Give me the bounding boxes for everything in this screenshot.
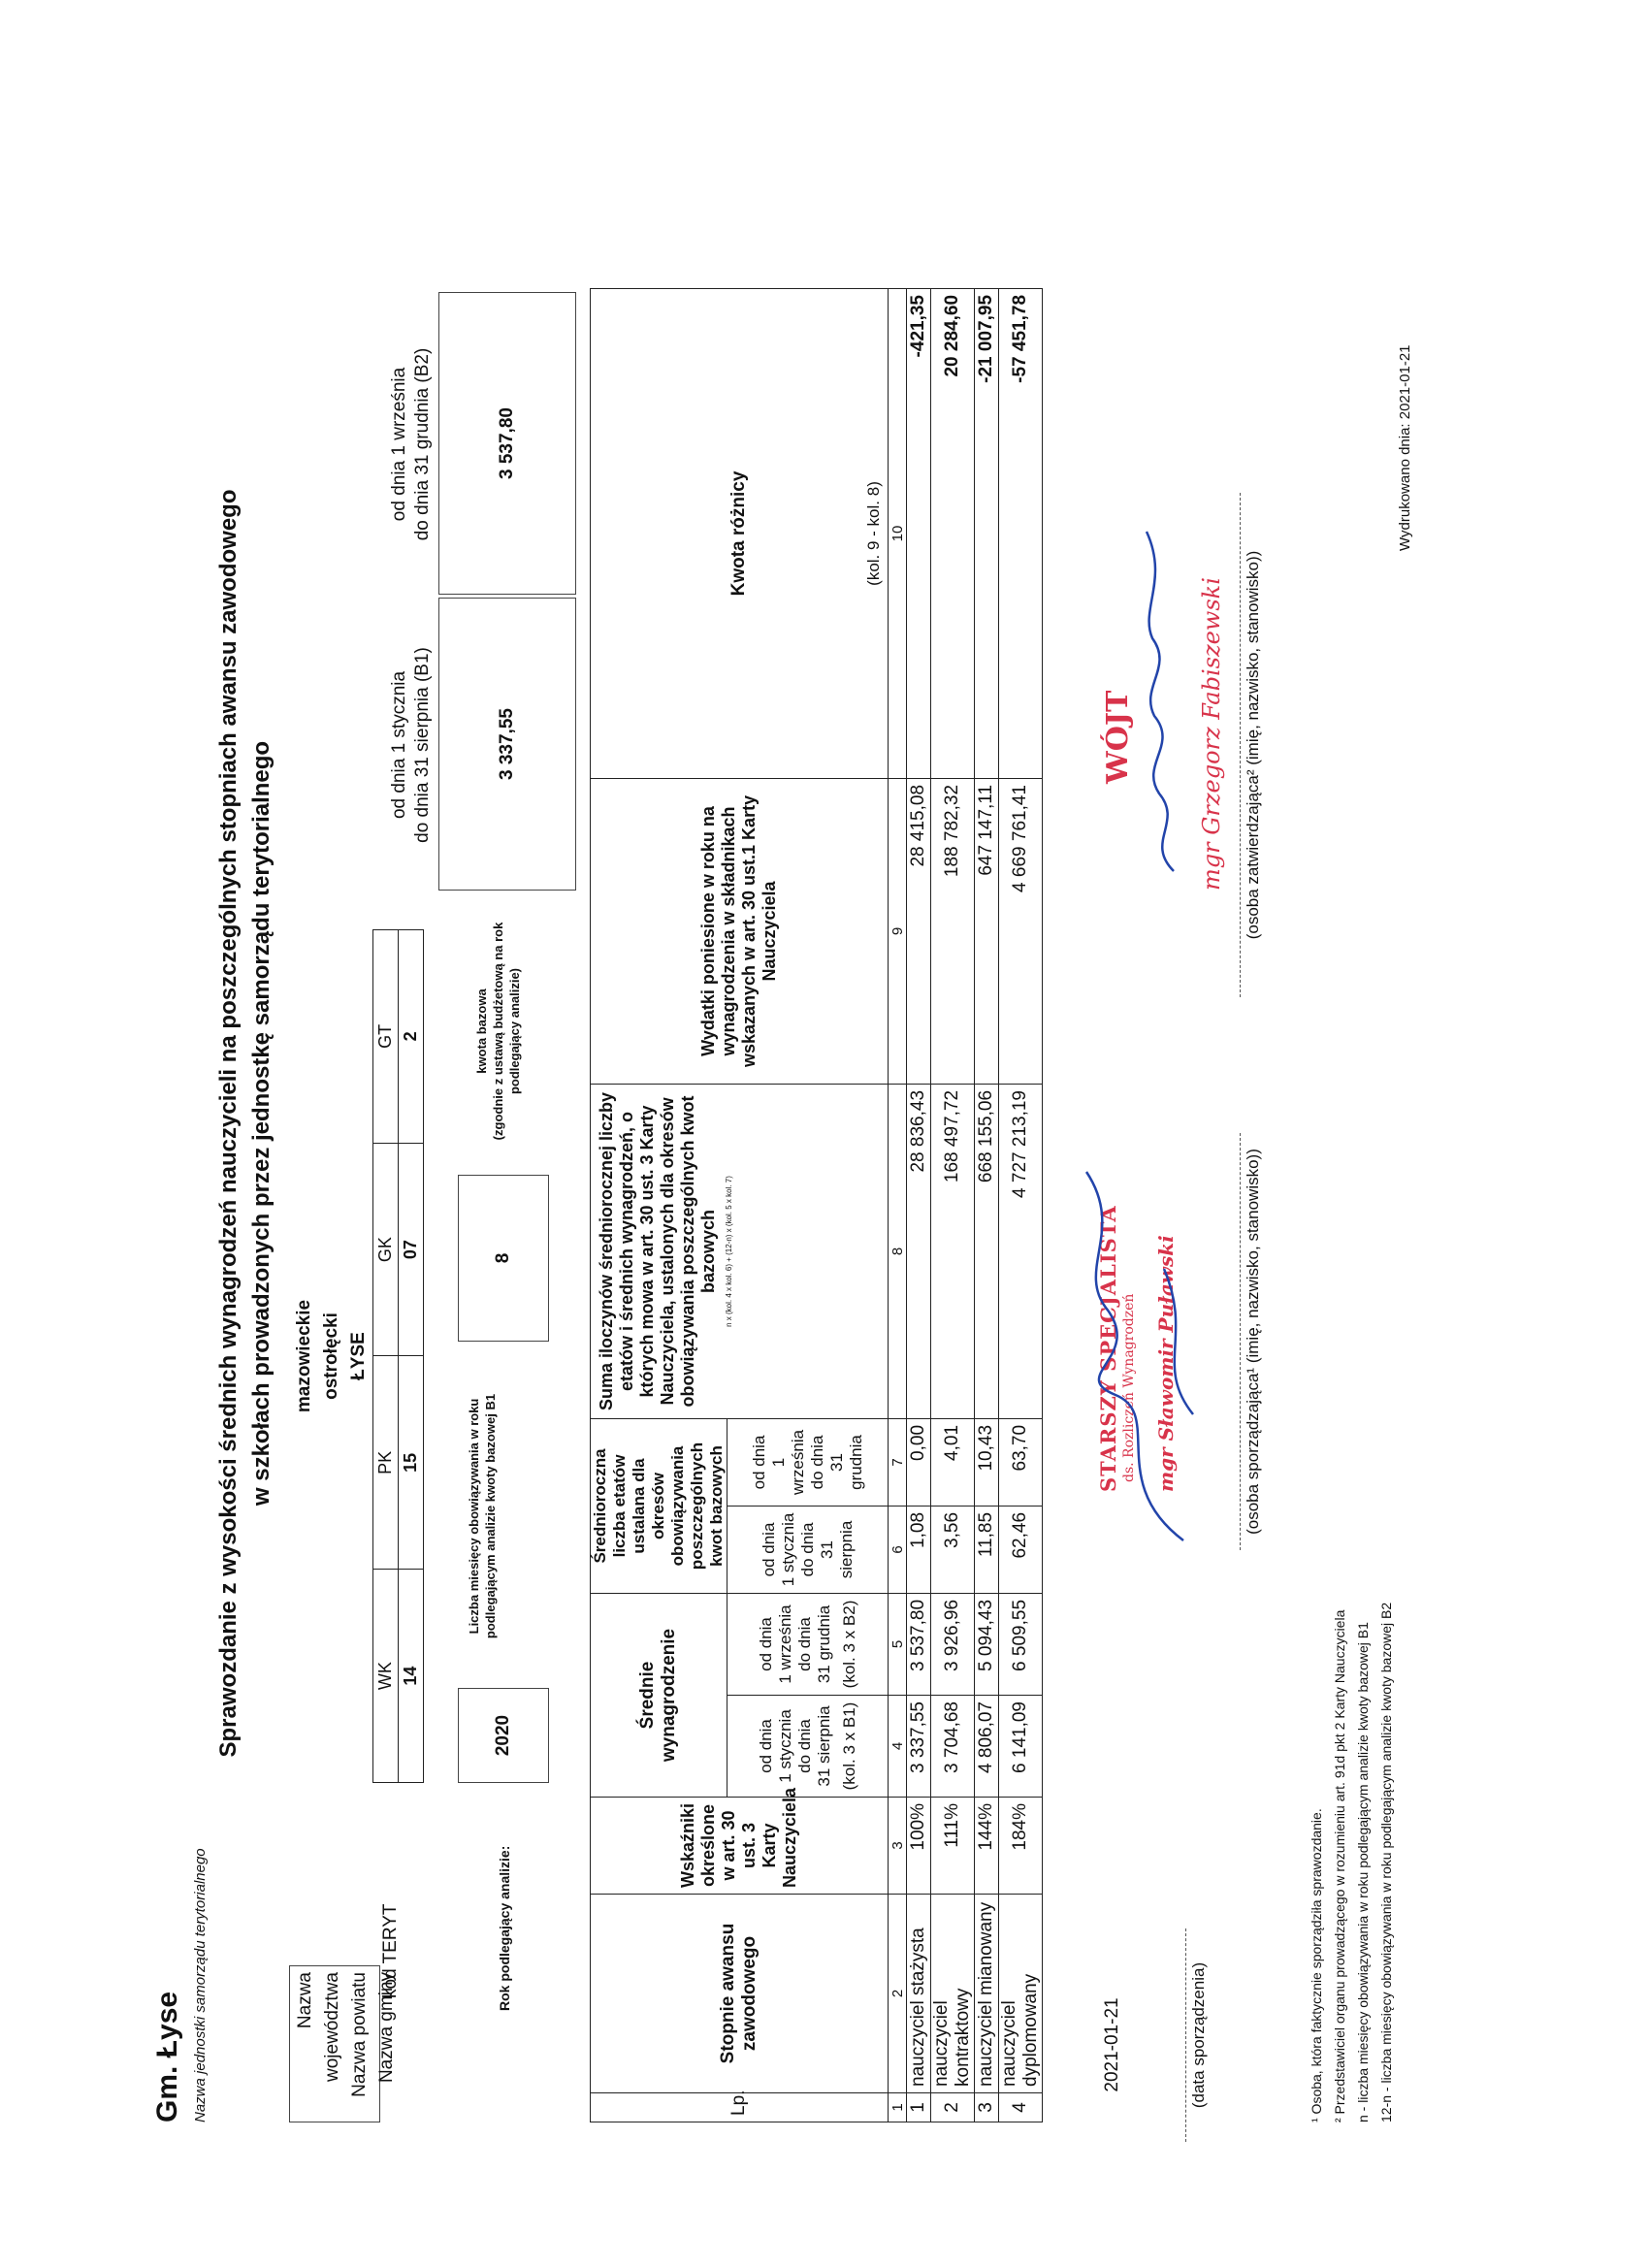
col-number: 6 bbox=[889, 1506, 907, 1593]
col-number: 7 bbox=[889, 1418, 907, 1506]
header-wskazniki: Wskaźniki określone w art. 30 ust. 3 Karty Nauczyciela bbox=[591, 1798, 889, 1895]
cell-e2: 10,43 bbox=[975, 1418, 999, 1506]
salary-table bbox=[590, 288, 1043, 2122]
unit-name: Gm. Łyse bbox=[151, 1991, 183, 2122]
footnote-n: n - liczba miesięcy obowiązywania w roku podlegającym analizie kwoty bazowej B1 bbox=[1355, 1622, 1371, 2122]
approver-caption: (osoba zatwierdzająca² (imię, nazwisko, stanowisko)) bbox=[1244, 550, 1262, 940]
header-wydatki: Wydatki poniesione w roku na wynagrodzenia w składnikach wskazanych w art. 30 ust.1 Karty Nauczyciela bbox=[591, 778, 889, 1084]
col-number: 4 bbox=[889, 1696, 907, 1798]
teryt-value: 2 bbox=[399, 930, 424, 1144]
cell-e1: 1,08 bbox=[907, 1506, 931, 1593]
period-text: od dnia bbox=[756, 1719, 775, 1773]
period1-header bbox=[728, 1696, 889, 1798]
formula-4: (kol. 3 x B1) bbox=[839, 1701, 858, 1791]
preparer-line bbox=[1240, 1133, 1241, 1550]
months-box bbox=[458, 1175, 549, 1342]
header-suma bbox=[591, 1084, 889, 1418]
col-number: 3 bbox=[889, 1798, 907, 1895]
cell-s2: 3 537,80 bbox=[907, 1593, 931, 1695]
footnote-12-n: 12-n - liczba miesięcy obowiązywania w roku podlegającym analizie kwoty bazowej B2 bbox=[1378, 1602, 1394, 2122]
col-number: 8 bbox=[889, 1084, 907, 1418]
date-value: 2021-01-21 bbox=[1102, 1997, 1122, 2092]
formula-5: (kol. 3 x B2) bbox=[839, 1600, 858, 1689]
teryt-header: GT bbox=[373, 930, 399, 1144]
cell-s2: 6 509,55 bbox=[999, 1593, 1043, 1695]
preparer-signature bbox=[1048, 1152, 1203, 1560]
cell-roz: -21 007,95 bbox=[975, 288, 999, 778]
period-text: do dnia bbox=[794, 1719, 814, 1773]
header-stopnie: Stopnie awansu zawodowego bbox=[591, 1895, 889, 2093]
cell-roz: -57 451,78 bbox=[999, 288, 1043, 778]
months-label: Liczba miesięcy obowiązywania w roku podlegającym analizie kwoty bazowej B1 bbox=[467, 1393, 498, 1639]
cell-s1: 4 806,07 bbox=[975, 1696, 999, 1798]
period-text: od dnia bbox=[759, 1522, 778, 1577]
col-number: 1 bbox=[889, 2093, 907, 2122]
b1-label-2: do dnia 31 sierpnia (B1) bbox=[412, 647, 433, 843]
footnote-1: ¹ Osoba, która faktycznie sporządziła sprawozdanie. bbox=[1309, 1808, 1324, 2122]
cell-stopien: nauczyciel dyplomowany bbox=[999, 1895, 1043, 2093]
cell-roz: -421,35 bbox=[907, 288, 931, 778]
b1-value: 3 337,55 bbox=[497, 708, 517, 780]
teryt-header: PK bbox=[373, 1356, 399, 1570]
teryt-table bbox=[372, 929, 424, 1783]
stamp-specialist-line1: STARSZY SPECJALISTA bbox=[1096, 1205, 1120, 1492]
period-text: do dnia bbox=[797, 1522, 817, 1577]
cell-e2: 0,00 bbox=[907, 1418, 931, 1506]
cell-lp: 1 bbox=[907, 2093, 931, 2122]
b2-value: 3 537,80 bbox=[497, 407, 517, 479]
b2-label-1: od dnia 1 września bbox=[389, 367, 409, 522]
period-text: 1 września bbox=[775, 1604, 794, 1684]
b2-label-2: do dnia 31 grudnia (B2) bbox=[412, 347, 433, 541]
preparer-caption: (osoba sporządzająca¹ (imię, nazwisko, stanowisko)) bbox=[1244, 1149, 1262, 1535]
cell-e1: 11,85 bbox=[975, 1506, 999, 1593]
col-number: 10 bbox=[889, 288, 907, 778]
period2-header bbox=[728, 1593, 889, 1695]
cell-suma: 168 497,72 bbox=[931, 1084, 975, 1418]
cell-e2: 4,01 bbox=[931, 1418, 975, 1506]
header-srednie: Średnie wynagrodzenie bbox=[591, 1593, 728, 1797]
footnote-2: ² Przedstawiciel organu prowadzącego w rozumieniu art. 91d pkt 2 Karty Nauczyciela bbox=[1332, 1609, 1347, 2122]
cell-wsk: 111% bbox=[931, 1798, 975, 1895]
period-text: do dnia bbox=[794, 1617, 814, 1671]
cell-s1: 3 337,55 bbox=[907, 1696, 931, 1798]
period1-header-etaty bbox=[728, 1506, 889, 1593]
col-number: 2 bbox=[889, 1895, 907, 2093]
year-label: Rok podlegający analizie: bbox=[497, 1845, 512, 2011]
period-text: 1 września bbox=[768, 1429, 807, 1496]
unit-caption: Nazwa jednostki samorządu terytorialnego bbox=[192, 1848, 209, 2122]
cell-wyd: 188 782,32 bbox=[931, 778, 975, 1084]
cell-stopien: nauczyciel kontraktowy bbox=[931, 1895, 975, 2093]
period-text: 31 grudnia bbox=[814, 1604, 833, 1684]
admin-labels-box bbox=[289, 1965, 397, 2122]
value-powiat: ostrołęcki bbox=[321, 1312, 341, 1400]
cell-stopien: nauczyciel mianowany bbox=[975, 1895, 999, 2093]
b1-label bbox=[388, 599, 435, 891]
stamp-specialist-line2: ds. Rozliczeń Wynagrodzeń bbox=[1121, 1293, 1137, 1482]
value-wojewodztwo: mazowieckie bbox=[294, 1299, 314, 1413]
cell-s1: 3 704,68 bbox=[931, 1696, 975, 1798]
teryt-value: 07 bbox=[399, 1143, 424, 1356]
header-suma-text: Suma iloczynów średniorocznej liczby etatów i średnich wynagrodzeń, o których mowa w art. 30 ust. 3 Karty Nauczyciela, ustalonych dla okresów obowiązywania poszczególnych kwot bazowych bbox=[597, 1091, 718, 1411]
base-label-block bbox=[473, 900, 523, 1162]
label-gmina: Nazwa gminy bbox=[376, 1972, 397, 2084]
period-text: od dnia bbox=[756, 1617, 775, 1671]
admin-values bbox=[291, 929, 372, 1783]
approver-signature bbox=[1135, 512, 1193, 881]
base-label: kwota bazowa bbox=[474, 988, 489, 1074]
stamp-wojt-name: mgr Grzegorz Fabiszewski bbox=[1198, 577, 1225, 891]
period-text: 1 stycznia bbox=[775, 1709, 794, 1783]
teryt-value: 15 bbox=[399, 1356, 424, 1570]
cell-wyd: 28 415,08 bbox=[907, 778, 931, 1084]
approver-line bbox=[1240, 493, 1241, 997]
cell-s2: 3 926,96 bbox=[931, 1593, 975, 1695]
period-text: 31 sierpnia bbox=[817, 1520, 856, 1579]
cell-s2: 5 094,43 bbox=[975, 1593, 999, 1695]
cell-e1: 62,46 bbox=[999, 1506, 1043, 1593]
formula-10: (kol. 9 - kol. 8) bbox=[864, 481, 883, 586]
period-text: od dnia bbox=[749, 1435, 768, 1490]
b1-label-1: od dnia 1 stycznia bbox=[389, 670, 409, 820]
table-row bbox=[999, 288, 1043, 2122]
b2-label bbox=[388, 294, 435, 595]
cell-lp: 2 bbox=[931, 2093, 975, 2122]
table-row bbox=[931, 288, 975, 2122]
cell-wsk: 184% bbox=[999, 1798, 1043, 1895]
teryt-value: 14 bbox=[399, 1570, 424, 1783]
label-wojewodztwo: Nazwa województwa bbox=[295, 1972, 342, 2082]
b2-box bbox=[438, 292, 576, 595]
col-number: 9 bbox=[889, 778, 907, 1084]
cell-wsk: 100% bbox=[907, 1798, 931, 1895]
cell-suma: 668 155,06 bbox=[975, 1084, 999, 1418]
value-gmina: ŁYSE bbox=[348, 1332, 369, 1380]
cell-wsk: 144% bbox=[975, 1798, 999, 1895]
table-row bbox=[975, 288, 999, 2122]
b1-box bbox=[438, 598, 576, 891]
cell-suma: 28 836,43 bbox=[907, 1084, 931, 1418]
header-etaty: Średnioroczna liczba etatów ustalana dla okresów obowiązywania poszczególnych kwot bazowych bbox=[591, 1418, 728, 1593]
date-line bbox=[1185, 1928, 1186, 2142]
year-value: 2020 bbox=[493, 1714, 513, 1757]
period-text: 31 grudnia bbox=[826, 1435, 865, 1490]
label-powiat: Nazwa powiatu bbox=[349, 1972, 370, 2097]
cell-wyd: 4 669 761,41 bbox=[999, 778, 1043, 1084]
cell-e2: 63,70 bbox=[999, 1418, 1043, 1506]
date-caption: (data sporządzenia) bbox=[1189, 1961, 1208, 2109]
period-text: 31 sierpnia bbox=[814, 1705, 833, 1787]
period-text: 1 stycznia bbox=[778, 1512, 797, 1587]
year-box bbox=[458, 1688, 549, 1783]
stamp-wojt-title: WÓJT bbox=[1101, 690, 1135, 784]
cell-roz: 20 284,60 bbox=[931, 288, 975, 778]
teryt-label: kod TERYT bbox=[380, 1903, 401, 1998]
header-roznica bbox=[591, 288, 889, 778]
period-text: do dnia bbox=[807, 1435, 826, 1490]
report-title-line2: w szkołach prowadzonych przez jednostkę samorządu terytorialnego bbox=[248, 740, 275, 1507]
cell-s1: 6 141,09 bbox=[999, 1696, 1043, 1798]
months-value: 8 bbox=[493, 1252, 513, 1264]
base-sub: (zgodnie z ustawą budżetową na rok podlegający analizie) bbox=[491, 922, 522, 1141]
cell-e1: 3,56 bbox=[931, 1506, 975, 1593]
cell-stopien: nauczyciel stażysta bbox=[907, 1895, 931, 2093]
report-title-line1: Sprawozdanie z wysokości średnich wynagrodzeń nauczycieli na poszczególnych stopniach awansu zawodowego bbox=[215, 489, 242, 1758]
stamp-specialist-name: mgr Sławomir Puławski bbox=[1154, 1235, 1178, 1492]
header-lp: Lp. bbox=[591, 2093, 889, 2122]
cell-suma: 4 727 213,19 bbox=[999, 1084, 1043, 1418]
printed-date: Wydrukowano dnia: 2021-01-21 bbox=[1397, 344, 1413, 551]
cell-wyd: 647 147,11 bbox=[975, 778, 999, 1084]
cell-lp: 4 bbox=[999, 2093, 1043, 2122]
cell-lp: 3 bbox=[975, 2093, 999, 2122]
table-row bbox=[907, 288, 931, 2122]
teryt-header: GK bbox=[373, 1143, 399, 1356]
formula-8: n x (kol. 4 x kol. 6) + (12-n) x (kol. 5 x kol. 7) bbox=[725, 1176, 733, 1327]
teryt-header: WK bbox=[373, 1570, 399, 1783]
period2-header-etaty bbox=[728, 1418, 889, 1506]
col-number: 5 bbox=[889, 1593, 907, 1695]
header-roznica-text: Kwota różnicy bbox=[728, 470, 749, 597]
footnotes bbox=[1305, 1603, 1398, 2122]
